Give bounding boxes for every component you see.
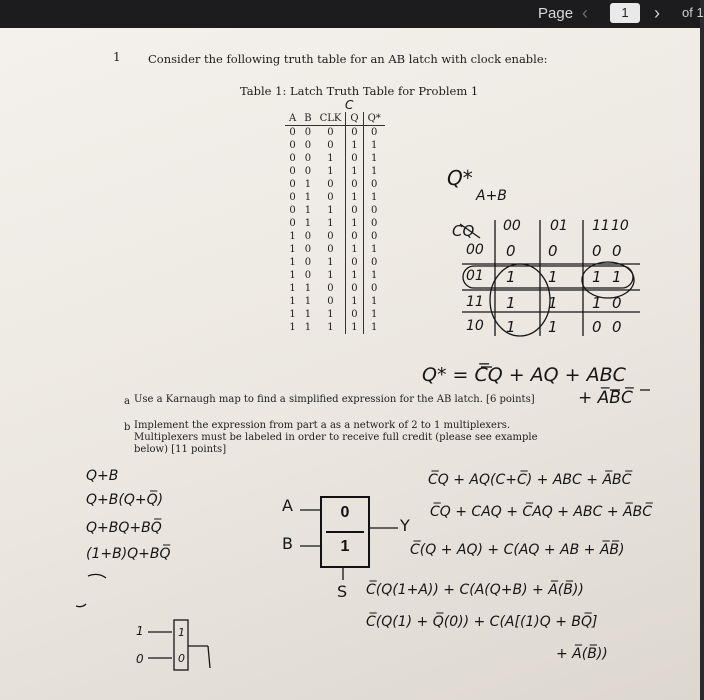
truth-table-cell: 1 <box>289 296 296 307</box>
truth-table-cell: 1 <box>346 191 363 204</box>
truth-table-cell: 1 <box>316 165 346 178</box>
handwriting-strokes <box>0 28 700 700</box>
truth-table-cell: 1 <box>346 295 363 308</box>
kmap-equation-line1: Q* = C̅Q + AQ + ABC <box>422 364 626 386</box>
right-work-line: C̅Q + AQ(C+C̅) + ABC + A̅BC̅ <box>428 472 632 488</box>
kmap-cell: 1 <box>612 268 622 286</box>
kmap-cell: 0 <box>592 318 602 336</box>
truth-table-cell: 1 <box>370 244 378 255</box>
kmap-row-header: 01 <box>466 268 484 284</box>
truth-table-cell: 0 <box>370 218 378 229</box>
part-b-text: Implement the expression from part a as a network of 2 to 1 multiplexers. Multiplexers must be labeled in order to receive full credit (please see example below) [11 points] <box>134 420 538 455</box>
truth-table-cell: 1 <box>370 166 378 177</box>
kmap-equation-line2: + A̅BC̅ <box>578 388 633 408</box>
truth-table-cell: 1 <box>370 192 378 203</box>
truth-table-cell: 0 <box>316 191 346 204</box>
truth-table-cell: 0 <box>289 218 296 229</box>
mux-select-label: S <box>337 582 348 601</box>
kmap-row-header: 11 <box>466 294 484 310</box>
right-work-line: C̅(Q(1) + Q̅(0)) + C(A[(1)Q + BQ̅] <box>366 614 598 630</box>
kmap-row-header: 00 <box>466 242 484 258</box>
page-count: of 1 <box>682 5 704 20</box>
truth-table-cell: 1 <box>289 231 296 242</box>
part-a-text: Use a Karnaugh map to find a simplified expression for the AB latch. [6 points] <box>134 394 535 405</box>
chevron-left-icon[interactable]: ‹ <box>582 3 588 23</box>
table-caption: Table 1: Latch Truth Table for Problem 1 <box>240 84 479 98</box>
truth-table-cell: 0 <box>289 205 296 216</box>
kmap-cell: 1 <box>548 268 558 286</box>
truth-table-header: CLK <box>316 112 346 126</box>
kmap-column-header: 11 <box>592 218 610 234</box>
truth-table-header: Q* <box>363 112 385 126</box>
truth-table-cell: 1 <box>316 204 346 217</box>
truth-table-cell: 1 <box>316 269 346 282</box>
kmap-cell: 0 <box>612 294 622 312</box>
part-b-label: b <box>124 422 131 433</box>
chevron-right-icon[interactable]: › <box>654 3 660 23</box>
kmap-row-header: 10 <box>466 318 484 334</box>
truth-table-cell: 0 <box>346 230 363 243</box>
truth-table-cell: 0 <box>346 178 363 191</box>
kmap-qstar-label: Q* <box>447 166 473 190</box>
kmap-column-header: 10 <box>611 218 629 234</box>
truth-table-cell: 0 <box>370 205 378 216</box>
truth-table-cell: 0 <box>304 244 312 255</box>
page-number-field[interactable]: 1 <box>610 3 640 23</box>
truth-table-cell: 1 <box>316 308 346 321</box>
truth-table-cell: 0 <box>346 152 363 165</box>
truth-table-cell: 0 <box>289 179 296 190</box>
kmap-cell: 0 <box>506 242 516 260</box>
truth-table-cell: 1 <box>370 309 378 320</box>
truth-table-cell: 0 <box>304 127 312 138</box>
truth-table-header: B <box>300 112 315 126</box>
truth-table-cell: 1 <box>316 321 346 334</box>
right-work-line: C̅Q + CAQ + C̅AQ + ABC + A̅BC̅ <box>430 504 652 520</box>
kmap-cell: 1 <box>506 318 516 336</box>
truth-table-cell: 0 <box>346 308 363 321</box>
truth-table-cell: 1 <box>289 309 296 320</box>
truth-table-cell: 1 <box>346 165 363 178</box>
truth-table-cell: 0 <box>370 257 378 268</box>
kmap-column-header: 01 <box>550 218 568 234</box>
sketch-mux-top: 1 <box>178 626 185 639</box>
kmap-column-variable: A+B <box>476 188 507 204</box>
truth-table-cell: 1 <box>289 257 296 268</box>
truth-table-cell: 1 <box>346 217 363 230</box>
truth-table-cell: 0 <box>304 166 312 177</box>
truth-table-cell: 0 <box>346 256 363 269</box>
kmap-row-variable: CQ <box>452 222 475 240</box>
truth-table-cell: 1 <box>346 243 363 256</box>
truth-table-cell: 1 <box>304 322 312 333</box>
truth-table-header: A <box>285 112 300 126</box>
truth-table-cell: 1 <box>316 152 346 165</box>
truth-table-cell: 1 <box>370 140 378 151</box>
truth-table-cell: 0 <box>304 257 312 268</box>
truth-table-cell: 0 <box>370 127 378 138</box>
truth-table-header: Q <box>346 112 363 126</box>
left-work-line: Q+B(Q+Q̅) <box>86 492 164 508</box>
truth-table-cell: 0 <box>316 126 346 140</box>
page-label: Page <box>538 5 574 22</box>
sketch-bottom-label: 0 <box>136 652 144 666</box>
truth-table-cell: 1 <box>289 244 296 255</box>
truth-table-cell: 1 <box>304 309 312 320</box>
mux-data1: 1 <box>340 538 350 555</box>
truth-table-cell: 1 <box>304 205 312 216</box>
truth-table-cell: 0 <box>346 282 363 295</box>
sketch-top-label: 1 <box>136 624 144 638</box>
truth-table-cell: 0 <box>289 192 296 203</box>
truth-table-cell: 1 <box>304 218 312 229</box>
truth-table-cell: 1 <box>370 270 378 281</box>
truth-table-cell: 0 <box>316 139 346 152</box>
kmap-column-header: 00 <box>503 218 521 234</box>
right-work-line: + A̅(B̅)) <box>556 646 608 662</box>
problem-prompt: Consider the following truth table for an AB latch with clock enable: <box>148 52 548 66</box>
truth-table-cell: 1 <box>289 283 296 294</box>
truth-table-cell: 0 <box>304 270 312 281</box>
left-work-line: (1+B)Q+BQ̅ <box>86 546 171 562</box>
sketch-mux-bottom: 0 <box>178 652 185 665</box>
kmap-cell: 0 <box>592 242 602 260</box>
left-work-line: Q+B <box>86 468 119 484</box>
truth-table-cell: 0 <box>289 153 296 164</box>
truth-table-cell: 1 <box>346 321 363 334</box>
truth-table-cell: 1 <box>316 217 346 230</box>
truth-table-cell: 0 <box>346 204 363 217</box>
truth-table-cell: 1 <box>304 283 312 294</box>
truth-table-cell: 0 <box>316 178 346 191</box>
truth-table-cell: 0 <box>289 127 296 138</box>
truth-table-cell: 1 <box>304 296 312 307</box>
kmap-cell: 1 <box>592 268 602 286</box>
left-work-line: Q+BQ+BQ̅ <box>86 520 162 536</box>
truth-table-cell: 0 <box>316 295 346 308</box>
document-page <box>0 28 700 700</box>
truth-table-cell: 1 <box>289 322 296 333</box>
truth-table-cell: 1 <box>370 296 378 307</box>
truth-table-cell: 1 <box>289 270 296 281</box>
truth-table-cell: 1 <box>304 179 312 190</box>
truth-table-cell: 1 <box>370 153 378 164</box>
mux-data0: 0 <box>340 504 350 521</box>
truth-table-cell: 1 <box>316 256 346 269</box>
kmap-cell: 1 <box>506 294 516 312</box>
truth-table-cell: 0 <box>316 230 346 243</box>
truth-table-cell: 0 <box>316 282 346 295</box>
truth-table-cell: 1 <box>370 322 378 333</box>
right-work-line: C̅(Q(1+A)) + C(A(Q+B) + A̅(B̅)) <box>366 582 584 598</box>
kmap-cell: 1 <box>592 294 602 312</box>
mux-output-label: Y <box>400 516 410 535</box>
right-work-line: C̅(Q + AQ) + C(AQ + AB + A̅B̅) <box>410 542 625 558</box>
kmap-cell: 1 <box>506 268 516 286</box>
kmap-cell: 0 <box>612 318 622 336</box>
problem-number: 1 <box>113 50 121 64</box>
mux-input-a-label: A <box>282 496 293 515</box>
truth-table-cell: 0 <box>304 140 312 151</box>
kmap-cell: 1 <box>548 318 558 336</box>
truth-table-cell: 0 <box>304 231 312 242</box>
kmap-cell: 0 <box>612 242 622 260</box>
truth-table-cell: 0 <box>316 243 346 256</box>
truth-table-cell: 0 <box>289 140 296 151</box>
truth-table-cell: 0 <box>370 283 378 294</box>
truth-table-cell: 1 <box>346 269 363 282</box>
truth-table-cell: 1 <box>304 192 312 203</box>
kmap-cell: 1 <box>548 294 558 312</box>
truth-table-cell: 0 <box>370 231 378 242</box>
clk-annotation: C <box>345 98 354 112</box>
truth-table-cell: 0 <box>289 166 296 177</box>
kmap-cell: 0 <box>548 242 558 260</box>
truth-table-cell: 0 <box>346 126 363 140</box>
truth-table-cell: 1 <box>346 139 363 152</box>
truth-table-cell: 0 <box>304 153 312 164</box>
part-a-label: a <box>124 396 130 407</box>
mux-input-b-label: B <box>282 534 293 553</box>
truth-table-cell: 0 <box>370 179 378 190</box>
